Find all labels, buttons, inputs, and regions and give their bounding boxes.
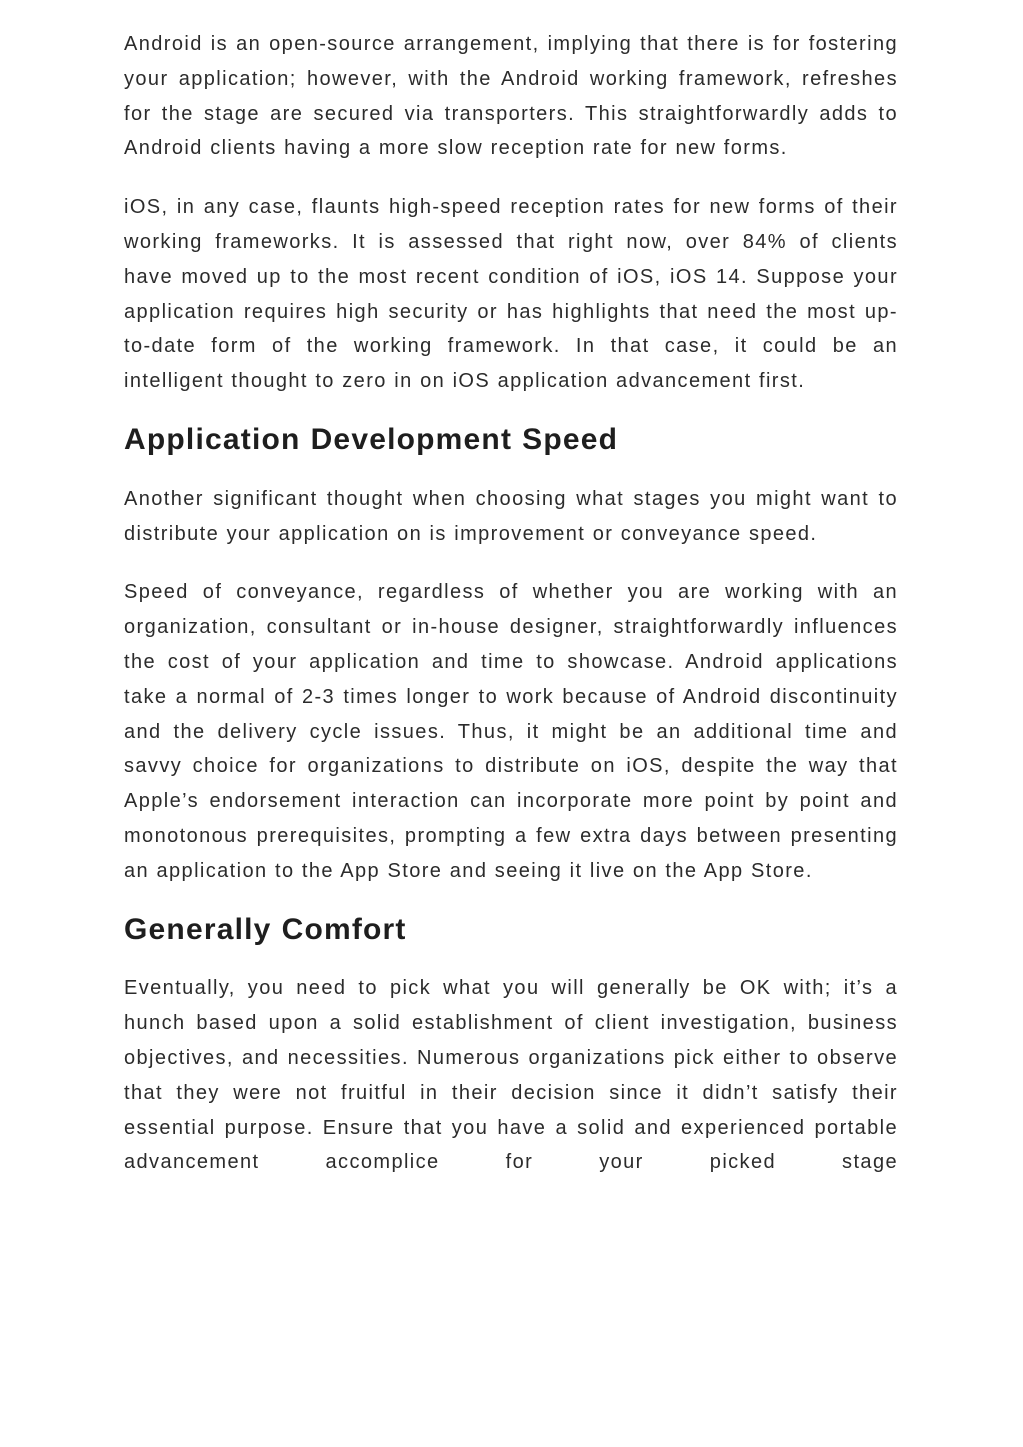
paragraph-android-updates: Android is an open-source arrangement, implying that there is for fostering your application; however, with the Android working framework, refreshes for the stage are secured via transporters. This straightforwardly adds to Android clients having a more slow reception rate for new forms. <box>124 33 898 160</box>
heading-generally-comfort: Generally Comfort <box>124 912 407 946</box>
paragraph-ios-adoption: iOS, in any case, flaunts high-speed reception rates for new forms of their working frameworks. It is assessed that right now, over 84% of clients have moved up to the most recent condition of iOS, iOS 14. Suppose your application requires high security or has highlights that need the most up-to-date form of the working framework. In that case, it could be an intelligent thought to zero in on iOS application advancement first. <box>124 196 898 393</box>
article-body <box>124 27 898 1204</box>
paragraph-speed-intro: Another significant thought when choosing what stages you might want to distribute your application on is improvement or conveyance speed. <box>124 487 898 545</box>
paragraph-comfort: Eventually, you need to pick what you will generally be OK with; it’s a hunch based upon a solid establishment of client investigation, business objectives, and necessities. Numerous organizations pick either to observe that they were not fruitful in their decision since it didn’t satisfy their essential purpose. Ensure that you have a solid and experienced portable advancement accomplice for your picked stage <box>124 977 898 1174</box>
heading-development-speed: Application Development Speed <box>124 422 619 456</box>
paragraph-speed-details: Speed of conveyance, regardless of whether you are working with an organization, consultant or in-house designer, straightforwardly influences the cost of your application and time to showcase. Android applications take a normal of 2-3 times longer to work because of Android discontinuity and the delivery cycle issues. Thus, it might be an additional time and savvy choice for organizations to distribute on iOS, despite the way that Apple’s endorsement interaction can incorporate more point by point and monotonous prerequisites, prompting a few extra days between presenting an application to the App Store and seeing it live on the App Store. <box>124 581 898 882</box>
